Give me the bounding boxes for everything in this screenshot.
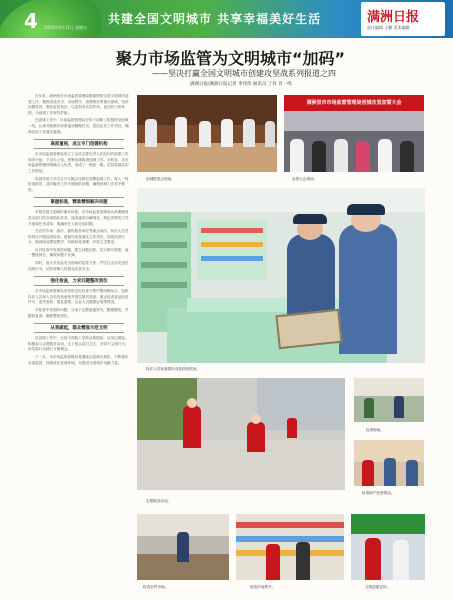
photo-caption: 执法人员检查超市食品经营情况。	[146, 367, 200, 371]
photo-caption: 文明创建宣传。	[365, 585, 391, 589]
body-paragraph: 局领导班子多次召开专题会议研究部署创城工作，深入一线检查指导，及时解决工作中遇到的问题，确保创城工作有序推进。	[28, 176, 129, 192]
photo-caption: 检查农贸市场。	[143, 585, 169, 589]
body-paragraph: 在创城工作中，全局干部职工坚持从我做起、从身边做起，积极参与志愿服务活动，走上街头清扫卫生、劝导不文明行为，用实际行动践行文明理念。	[28, 336, 129, 352]
article-headline: 聚力市场监管为文明城市“加码”	[116, 49, 346, 68]
photo-caption: 规范市场秩序。	[250, 585, 276, 589]
editor-credit: 责任编辑 王鹏 美术编辑	[367, 25, 410, 30]
body-paragraph: 市市场监督管理局坚持常态化检查与集中整治相结合，组织执法人员深入各类经营场所开展拉网式检查，重点检查食品经营许可、进货查验、索证索票、从业人员健康证明等情况。	[28, 289, 129, 305]
store-inspection-photo	[137, 188, 425, 363]
body-paragraph: 在创城工作中，市场监督管理局全体干部职工积极投身创城一线，认真对照测评体系逐项梳理任务，层层压实工作责任，确保各项工作落实落细。	[28, 118, 129, 134]
photo-caption: 志愿服务活动。	[146, 499, 172, 503]
photo-caption: 检查现场。	[366, 428, 384, 432]
street-cleanup-photo	[137, 378, 345, 490]
article-body-column	[28, 94, 130, 584]
page-number: 4	[24, 9, 38, 33]
photo-caption: 检查商户经营情况。	[362, 491, 395, 495]
body-paragraph: 近年来，满洲里市市场监督管理局紧紧围绕全国文明城市创建工作，聚焦食品安全、市场秩序、消费维权等重点领域，坚持问题导向，强化监管执法，以更加务实的作风、更加有力的举措，为创城工作保驾护航。	[28, 94, 129, 115]
section-heading: 强化检查，力求问题整改到位	[34, 276, 124, 286]
section-heading: 从我做起，群众精准示范文明	[34, 323, 124, 333]
section-heading: 掌握标准，精准精细解决问题	[34, 197, 124, 207]
market-photo	[137, 514, 229, 580]
body-paragraph: 对照全国文明城市测评体系，市市场监督管理局认真梳理涉及本部门的各项指标任务，逐条逐项分解细化，制定详细的工作方案和任务清单，明确责任人和完成时限。	[28, 210, 129, 226]
newspaper-logo: 满洲日报	[367, 10, 420, 25]
meeting-photo	[137, 95, 277, 172]
promotion-photo	[351, 514, 425, 580]
body-paragraph: 市市场监督管理局成立了由局主要负责人任组长的创建工作领导小组，下设办公室，统筹协调推进创城工作。各科室、各市场监督管理所明确专人负责，形成了一级抓一级、层层抓落实的工作格局。	[28, 152, 129, 173]
supermarket-shelf-photo	[236, 514, 344, 580]
shop-check-photo	[354, 440, 424, 486]
photo-caption: 创城推进会现场。	[146, 177, 175, 181]
section-heading: 高度重视，成立专门创建机构	[34, 139, 124, 149]
page-banner	[0, 0, 453, 38]
checkpoint-photo	[354, 378, 424, 422]
pledge-meeting-photo	[284, 95, 424, 172]
body-paragraph: 在农贸市场、超市、餐饮服务单位等重点场所，执法人员坚持每日开展巡查检查，督促经营者落实主体责任，规范经营行为，做到商品摆放整齐、价格标签清晰、环境卫生整洁。	[28, 229, 129, 245]
banner-slogan: 共建全国文明城市 共享幸福美好生活	[108, 12, 322, 26]
newspaper-masthead	[361, 2, 445, 36]
body-paragraph: 同时，加大对食品安全领域的监管力度，严厉打击各类违法违规行为，切实保障人民群众饮食安全。	[28, 261, 129, 271]
dateline: 2020年9月11日 星期五	[44, 25, 88, 30]
body-paragraph: 对检查中发现的问题，当场下达整改通知书，限期整改，并跟踪复查，确保整改到位。	[28, 308, 129, 318]
body-paragraph: 下一步，市市场监督管理局将继续以创城为契机，不断强化市场监管，持续优化营商环境，为建设文明城市贡献力量。	[28, 355, 129, 365]
photo-caption: 宣誓大会现场。	[292, 177, 318, 181]
meeting-banner-sign: 满洲里市市场监督管理局创城攻坚宣誓大会	[284, 95, 424, 111]
green-leaf-graphic	[0, 0, 112, 38]
article-byline: 满洲日报/满洲日报记者 李伟伟 通讯员 丁祥 肖一鸣	[190, 82, 292, 87]
article-subheadline: ——坚决打赢全国文明城市创建攻坚战系列报道之四	[152, 69, 336, 78]
body-paragraph: 针对检查中发现的问题，建立问题台账，实行销号管理，逐一整改到位，确保问题不反弹。	[28, 247, 129, 258]
